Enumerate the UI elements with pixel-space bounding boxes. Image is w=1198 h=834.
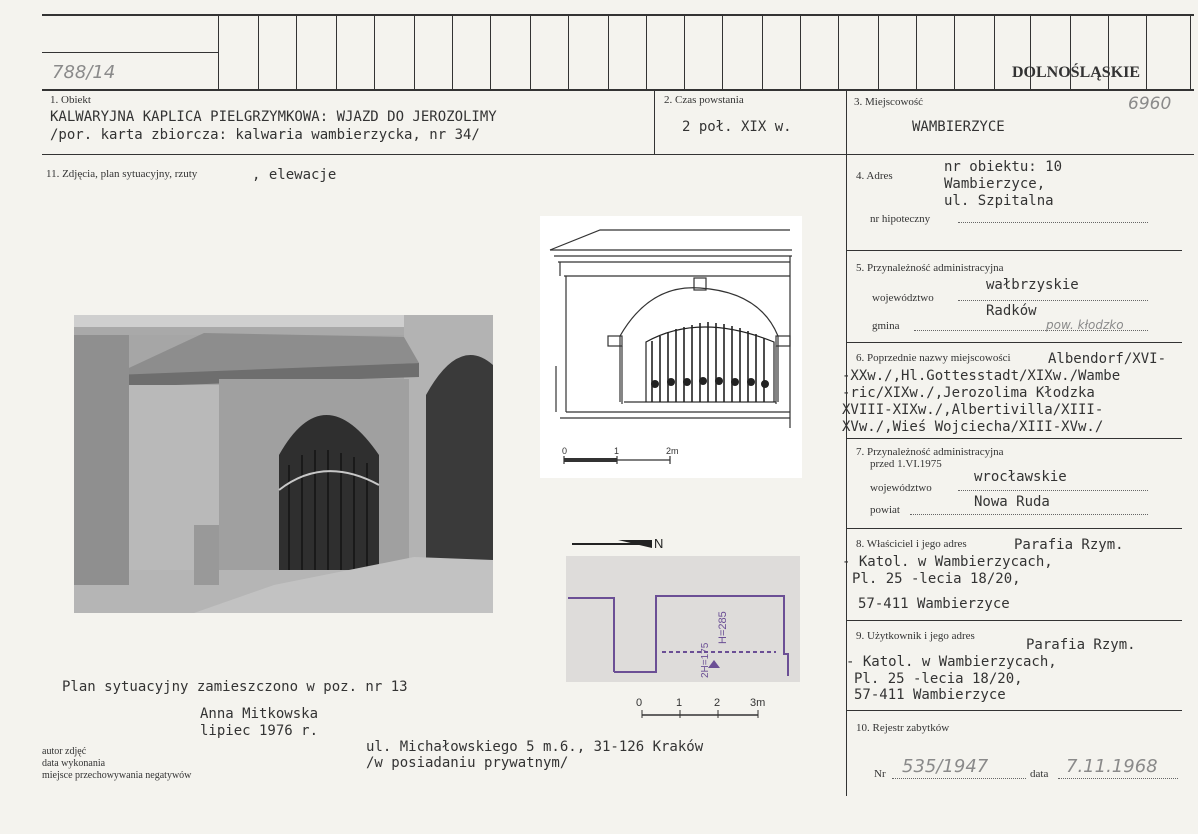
- header-cell-divider: [646, 15, 647, 90]
- commune-label: gmina: [872, 320, 900, 332]
- region-name: DOLNOŚLĄSKIE: [1012, 64, 1141, 81]
- registry-date-value: 7.11.1968: [1066, 756, 1158, 777]
- plan-height-1: H=285: [717, 611, 729, 644]
- county-line: [910, 514, 1148, 515]
- object-label: 1. Obiekt: [50, 94, 91, 106]
- user-label: 9. Użytkownik i jego adres: [856, 630, 975, 642]
- header-cell-divider: [838, 15, 839, 90]
- address-label: 4. Adres: [856, 170, 893, 182]
- rule-4: [846, 250, 1182, 251]
- header-cell-divider: [336, 15, 337, 90]
- plan-scale-1: 1: [676, 697, 683, 709]
- plan-scale-2: 2: [714, 697, 721, 709]
- registry-nr-value: 535/1947: [902, 756, 989, 777]
- elevation-scale-2m: 2m: [666, 446, 679, 456]
- former-names-line4: XVIII-XIXw./,Albertivilla/XIII-: [842, 402, 1104, 418]
- col-divider-b: [846, 90, 847, 796]
- header-cell-divider: [414, 15, 415, 90]
- county-value: Nowa Ruda: [974, 494, 1050, 510]
- county-label: powiat: [870, 504, 900, 516]
- header-cell-divider: [722, 15, 723, 90]
- voivodeship-line: [958, 300, 1148, 301]
- author-name: Anna Mitkowska: [200, 706, 319, 722]
- user-line2: - Katol. w Wambierzycach,: [846, 654, 1057, 670]
- former-names-label: 6. Poprzednie nazwy miejscowości: [856, 352, 1011, 364]
- floor-plan: [566, 556, 800, 682]
- header-cell-divider: [762, 15, 763, 90]
- former-names-line2: -XXw./,Hl.Gottesstadt/XIXw./Wambe: [842, 368, 1121, 384]
- rule-7: [846, 528, 1182, 529]
- registry-date-label: data: [1030, 768, 1049, 780]
- header-cell-divider: [452, 15, 453, 90]
- voivodeship-before-label: województwo: [870, 482, 932, 494]
- owner-label: 8. Właściciel i jego adres: [856, 538, 967, 550]
- plan-scale-3m: 3m: [750, 697, 766, 709]
- commune-note: pow. kłodzko: [1046, 318, 1124, 332]
- photos-section-label: 11. Zdjęcia, plan sytuacyjny, rzuty: [46, 168, 198, 180]
- top-border: [42, 14, 1194, 16]
- admin-before-label: 7. Przynależność administracyjna: [856, 446, 1004, 458]
- header-cell-divider: [296, 15, 297, 90]
- voivodeship-value: wałbrzyskie: [986, 277, 1079, 293]
- mortgage-label: nr hipoteczny: [870, 213, 931, 225]
- elevation-scale-0: 0: [562, 446, 568, 456]
- owner-line3: Pl. 25 -lecia 18/20,: [852, 571, 1021, 587]
- author-label: autor zdjęć: [42, 746, 87, 757]
- registry-nr-line: [892, 778, 1026, 779]
- voivodeship-before-value: wrocławskie: [974, 469, 1067, 485]
- user-line4: 57-411 Wambierzyce: [854, 687, 1006, 703]
- header-cell-divider: [878, 15, 879, 90]
- address-street: ul. Szpitalna: [944, 193, 1054, 209]
- commune-value: Radków: [986, 303, 1037, 319]
- author-date: lipiec 1976 r.: [200, 723, 319, 739]
- header-cell-divider: [608, 15, 609, 90]
- header-rule: [42, 52, 218, 53]
- locality-label: 3. Miejscowość: [854, 96, 924, 108]
- date-label: data wykonania: [42, 758, 106, 769]
- rule-6: [846, 438, 1182, 439]
- header-cell-divider: [530, 15, 531, 90]
- address-town: Wambierzyce,: [944, 176, 1046, 192]
- col-divider-a: [654, 90, 655, 154]
- archive-number: 788/14: [52, 62, 116, 83]
- author-address: ul. Michałowskiego 5 m.6., 31-126 Kraków: [366, 739, 704, 755]
- plan-height-2: 2H=175: [700, 642, 711, 678]
- rule-5: [846, 342, 1182, 343]
- header-cell-divider: [916, 15, 917, 90]
- former-names-line5: XVw./,Wieś Wojciecha/XIII-XVw./: [842, 419, 1104, 435]
- plan-scale-0: 0: [636, 697, 643, 709]
- chapel-photograph: [74, 315, 493, 613]
- owner-line2: - Katol. w Wambierzycach,: [842, 554, 1053, 570]
- period-label: 2. Czas powstania: [664, 94, 744, 106]
- former-names-line1: Albendorf/XVI-: [1048, 351, 1167, 367]
- admin-before-sublabel: przed 1.VI.1975: [870, 458, 942, 470]
- header-bottom-rule: [42, 89, 1194, 91]
- registry-date-line: [1058, 778, 1178, 779]
- mortgage-line: [958, 222, 1148, 223]
- header-cell-divider: [1190, 15, 1191, 90]
- voivodeship-label: województwo: [872, 292, 934, 304]
- situation-plan-note: Plan sytuacyjny zamieszczono w poz. nr 13: [62, 679, 408, 695]
- header-cell-divider: [954, 15, 955, 90]
- header-cell-divider: [994, 15, 995, 90]
- commune-line: [914, 330, 1148, 331]
- voivodeship-before-line: [958, 490, 1148, 491]
- plan-scale: [634, 694, 774, 724]
- elevation-scale-1: 1: [614, 446, 620, 456]
- header-cell-divider: [568, 15, 569, 90]
- user-line1: Parafia Rzym.: [1026, 637, 1136, 653]
- locality-value: WAMBIERZYCE: [912, 119, 1005, 135]
- object-reference: /por. karta zbiorcza: kalwaria wambierzycka, nr 34/: [50, 127, 480, 143]
- negatives-storage: /w posiadaniu prywatnym/: [366, 755, 569, 771]
- admin-label: 5. Przynależność administracyjna: [856, 262, 1004, 274]
- header-cell-divider: [1146, 15, 1147, 90]
- registry-label: 10. Rejestr zabytków: [856, 722, 950, 734]
- north-arrow: [568, 532, 688, 556]
- registry-nr-label: Nr: [874, 768, 886, 780]
- header-cell-divider: [258, 15, 259, 90]
- north-label: N: [654, 536, 664, 551]
- period-value: 2 poł. XIX w.: [682, 119, 792, 135]
- user-line3: Pl. 25 -lecia 18/20,: [854, 671, 1023, 687]
- storage-label: miejsce przechowywania negatywów: [42, 770, 192, 781]
- elevation-drawing: [540, 216, 802, 478]
- header-cell-divider: [374, 15, 375, 90]
- locality-code: 6960: [1128, 94, 1172, 114]
- rule-8: [846, 620, 1182, 621]
- header-cell-divider: [490, 15, 491, 90]
- address-object-number: nr obiektu: 10: [944, 159, 1063, 175]
- object-name: KALWARYJNA KAPLICA PIELGRZYMKOWA: WJAZD DO JEROZOLIMY: [50, 109, 497, 125]
- rule-9: [846, 710, 1182, 711]
- header-cell-divider: [800, 15, 801, 90]
- owner-line4: 57-411 Wambierzyce: [858, 596, 1010, 612]
- former-names-line3: -ric/XIXw./,Jerozolima Kłodzka: [842, 385, 1095, 401]
- row1-bottom-rule: [42, 154, 1194, 155]
- header-cell-divider: [684, 15, 685, 90]
- owner-line1: Parafia Rzym.: [1014, 537, 1124, 553]
- photos-section-value: , elewacje: [252, 167, 337, 183]
- header-cell-divider: [218, 15, 219, 90]
